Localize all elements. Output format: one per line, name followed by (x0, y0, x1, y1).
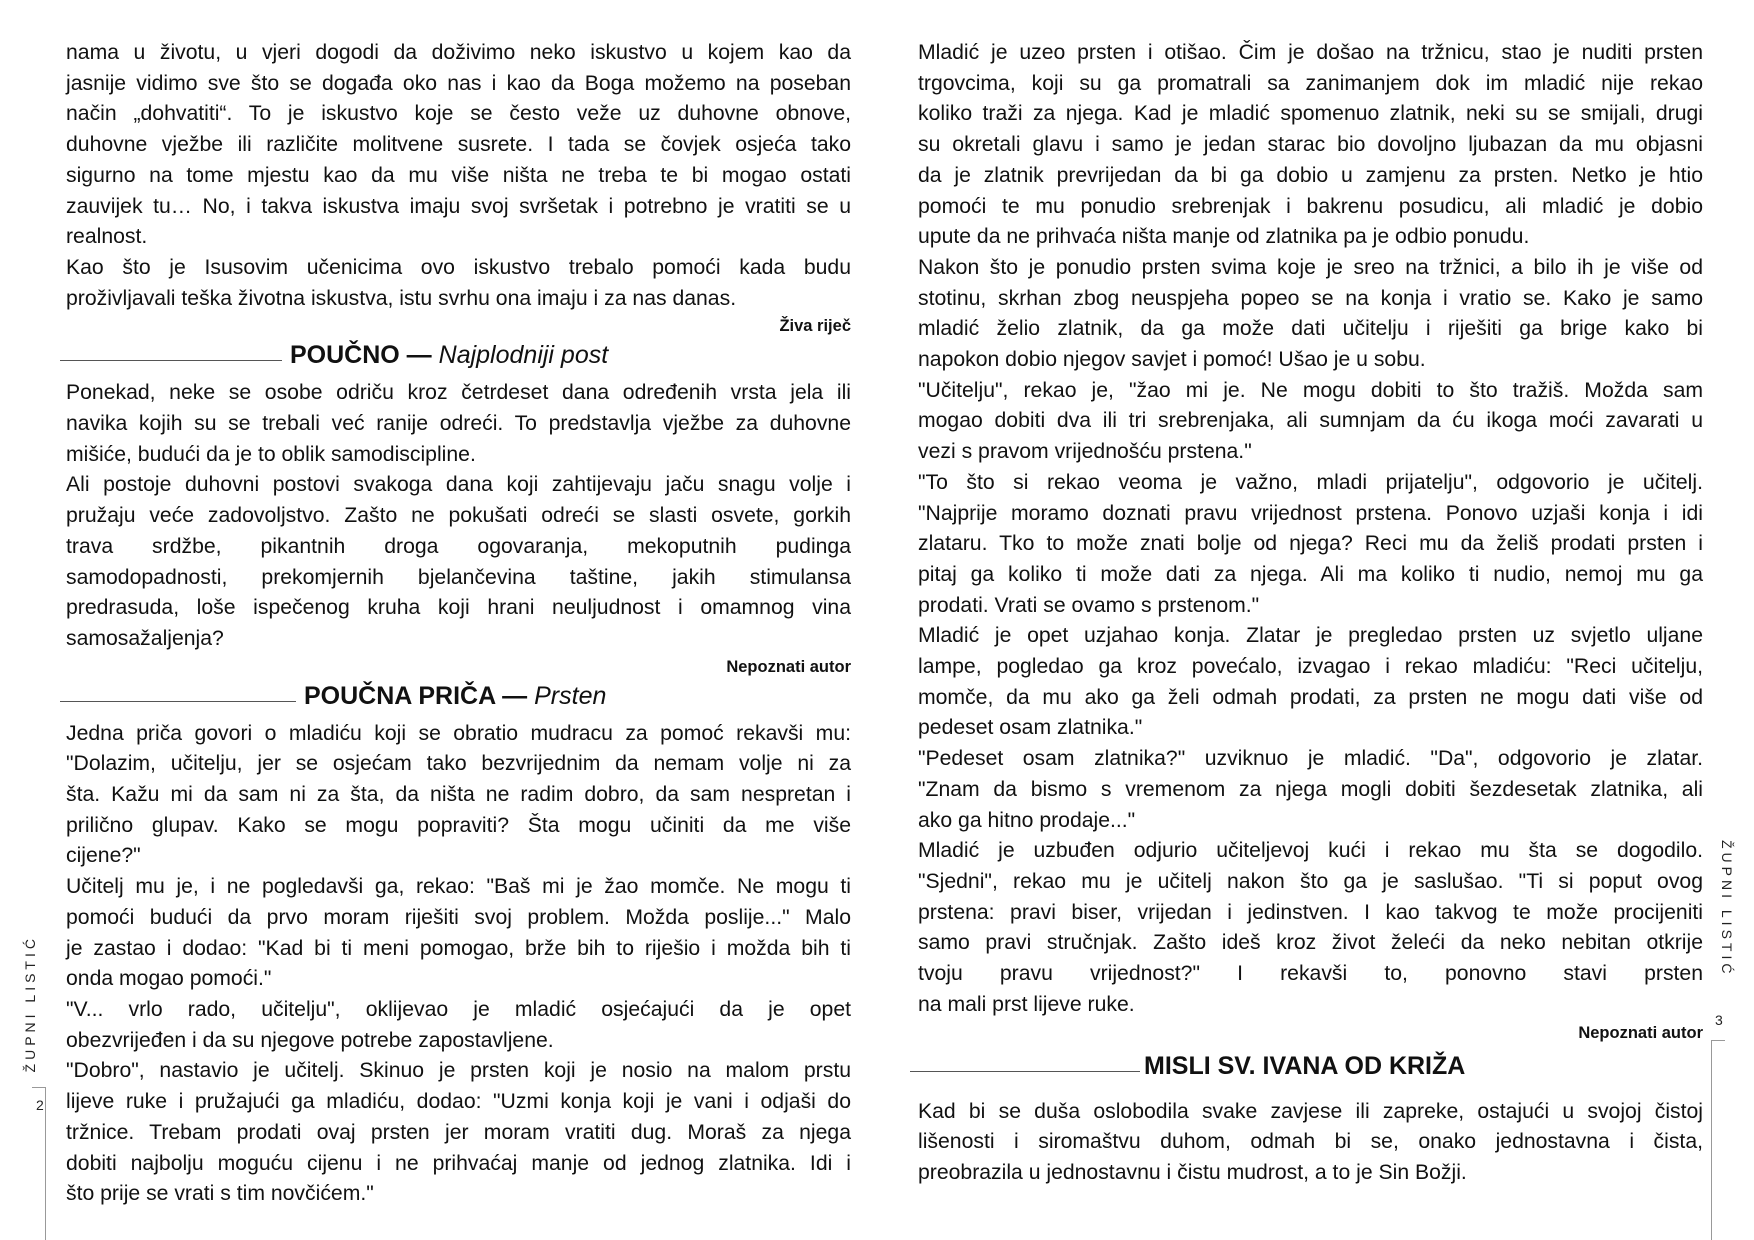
right-margin-line (1711, 1040, 1712, 1240)
text-line: što prije se vrati s tim novčićem." (66, 1182, 374, 1206)
text-line: Ali postoje duhovni postovi svakoga dana koji zahtijevaju jaču snagu volje i (66, 473, 851, 497)
intro-author: Živa riječ (779, 317, 851, 336)
text-line: ako ga hitno prodaje..." (918, 808, 1136, 832)
text-line: je zastao i dodao: "Kad bi ti meni pomogao, brže bih to riješio i možda bih ti (66, 936, 851, 960)
section3-paragraph (918, 1097, 1703, 1189)
text-line: Mladić je uzeo prsten i otišao. Čim je došao na tržnicu, stao je nuditi prsten (918, 41, 1703, 64)
text-line: "Dobro", nastavio je učitelj. Skinuo je prsten koji je nosio na malom prstu (66, 1059, 851, 1083)
text-line: Ponekad, neke se osobe odriču kroz četrdeset dana određenih vrsta jela ili (66, 381, 851, 405)
text-line: realnost. (66, 225, 148, 249)
section2-paragraph (66, 719, 851, 1210)
text-line: na mali prst lijeve ruke. (918, 992, 1135, 1016)
text-line: "Učitelju", rekao je, "žao mi je. Ne mogu dobiti to što tražiš. Možda sam (918, 378, 1703, 402)
heading-title-bold: POUČNO — (290, 341, 432, 370)
text-line: Mladić je opet uzjahao konja. Zlatar je pregledao prsten uz svjetlo uljane (918, 624, 1703, 648)
text-line: prstena: pravi biser, vrijedan i jedinstven. I kao takvog te može procijeniti (918, 900, 1703, 924)
left-margin-label: ŽUPNI LISTIĆ (22, 935, 38, 1073)
text-line: trava srdžbe, pikantnih droga ogovaranja, mekoputnih pudinga (66, 534, 851, 558)
text-line: pružaju veće zadovoljstvo. Zašto ne pokušati odreći se slasti osvete, gorkih (66, 504, 851, 528)
text-line: dobiti najbolju moguću cijenu i ne prihvaćaj manje od jednog zlatnika. Idi i (66, 1151, 851, 1175)
text-line: "Dolazim, učitelju, jer se osjećam tako bezvrijednim da nemam volje ni za (66, 752, 851, 776)
text-line: samosažaljenja? (66, 626, 224, 650)
right-column (918, 38, 1703, 1189)
heading-title (304, 682, 606, 711)
text-line: "Pedeset osam zlatnika?" uzviknuo je mladić. "Da", odgovorio je zlatar. (918, 747, 1703, 771)
text-line: Mladić je uzbuđen odjurio učiteljevoj kući i rekao mu šta se dogodilo. (918, 839, 1703, 863)
text-line: način „dohvatiti“. To je iskustvo koje se često veže uz duhovne obnove, (66, 102, 851, 126)
text-line: zauvijek tu… No, i takva iskustva imaju svoj svršetak i potrebno je vratiti se u (66, 194, 851, 218)
section1-author: Nepoznati autor (726, 657, 851, 676)
left-margin-tick (32, 1087, 46, 1088)
right-margin-label: ŽUPNI LISTIĆ (1719, 840, 1735, 978)
text-line: tvoju pravu vrijednost?" I rekavši to, ponovno stavi prsten (918, 962, 1703, 986)
heading-title-bold: POUČNA PRIČA — (304, 681, 528, 710)
text-line: "Znam da bismo s vremenom za njega mogli dobiti šezdesetak zlatnika, ali (918, 777, 1703, 801)
text-line: trgovcima, koji su ga promatrali sa zanimanjem dok im mladić nije rekao (918, 71, 1703, 95)
text-line: nama u životu, u vjeri dogodi da doživimo neko iskustvo u kojem kao da (66, 41, 851, 64)
text-line: pomoći budući da prvo moram riješiti svoj problem. Možda poslije..." Malo (66, 905, 851, 929)
text-line: da je zlatnik prevrijedan da bi ga dobio u zamjenu za prsten. Netko je htio (918, 163, 1703, 187)
text-line: obezvrijeđen i da su njegove potrebe zapostavljene. (66, 1028, 554, 1052)
text-line: samodopadnosti, prekomjernih bjelančevina taštine, jakih stimulansa (66, 565, 851, 589)
left-margin-line (45, 1087, 46, 1240)
story-continuation-paragraph (918, 38, 1703, 1021)
page-number-left: 2 (36, 1097, 44, 1113)
text-line: pedeset osam zlatnika." (918, 716, 1143, 740)
text-line: "V... vrlo rado, učitelju", oklijevao je mladić osjećajući da je opet (66, 997, 851, 1021)
section-heading-poucno (66, 340, 851, 376)
section-heading-poucna-prica (66, 681, 851, 717)
intro-paragraph (66, 38, 851, 314)
text-line: sigurno na tome mjestu kao da mu više ništa ne treba te bi mogao ostati (66, 163, 851, 187)
heading-title-italic: Prsten (534, 681, 607, 710)
text-line: pitaj ga koliko ti može dati za njega. Ali ma koliko ti nudio, nemoj mu ga (918, 562, 1703, 586)
text-line: šta. Kažu mi da sam ni za šta, da ništa ne radim dobro, da sam nespretan i (66, 783, 851, 807)
text-line: Jedna priča govori o mladiću koji se obratio mudracu za pomoć rekavši mu: (66, 721, 851, 745)
text-line: Kao što je Isusovim učenicima ovo iskustvo trebalo pomoći kada budu (66, 255, 851, 279)
heading-title-italic: Najplodniji post (438, 341, 609, 370)
text-line: preobrazila u jednostavnu i čistu mudrost, a to je Sin Božji. (918, 1160, 1467, 1184)
text-line: mladić želio zlatnik, da ga može dati učitelju i riješiti ga brige kako bi (918, 317, 1703, 341)
text-line: prilično glupav. Kako se mogu popraviti? Šta mogu učiniti da me više (66, 813, 851, 837)
text-line: zlataru. Tko to može znati bolje od njega? Reci mu da želiš prodati prsten i (918, 532, 1703, 556)
text-line: "Sjedni", rekao mu je učitelj nakon što ga je saslušao. "Ti si poput ovog (918, 869, 1703, 893)
heading-rule (910, 1071, 1140, 1072)
text-line: Kad bi se duša oslobodila svake zavjese ili zapreke, ostajući u svojoj čistoj (918, 1099, 1703, 1123)
heading-rule (60, 360, 282, 361)
text-line: koliko traži za njega. Kad je mladić spomenuo zlatnik, neki su se smijali, drugi (918, 102, 1703, 126)
text-line: lampe, pogledao ga kroz povećalo, izvagao i rekao mladiću: "Reci učitelju, (918, 655, 1703, 679)
heading-title (290, 341, 608, 370)
text-line: duhovne vježbe ili različite molitvene susrete. I tada se čovjek osjeća tako (66, 133, 851, 157)
left-column (66, 38, 851, 1210)
text-line: Učitelj mu je, i ne pogledavši ga, rekao: "Baš mi je žao momče. Ne mogu ti (66, 875, 851, 899)
text-line: vezi s pravom vrijednošću prstena." (918, 440, 1252, 464)
text-line: "To što si rekao veoma je važno, mladi prijatelju", odgovorio je učitelj. (918, 470, 1703, 494)
text-line: Nakon što je ponudio prsten svima koje je sreo na tržnici, a bilo ih je više od (918, 255, 1703, 279)
text-line: cijene?" (66, 844, 141, 868)
text-line: samo pravi stručnjak. Zašto ideš kroz život želeći da neko nebitan otkrije (918, 931, 1703, 955)
text-line: lišenosti i siromaštvu duhom, odmah bi se, onako jednostavna i čista, (918, 1130, 1703, 1154)
text-line: proživljavali teška životna iskustva, istu svrhu ona imaju i za nas danas. (66, 286, 737, 310)
text-line: "Najprije moramo doznati pravu vrijednost prstena. Ponovo uzjaši konja i idi (918, 501, 1703, 525)
text-line: navika kojih su se trebali već ranije odreći. To predstavlja vježbe za duhovne (66, 412, 851, 436)
heading-title (1144, 1052, 1465, 1081)
text-line: predrasuda, loše ispečenog kruha koji hrani neuljudnost i omamnog vina (66, 596, 851, 620)
text-line: mišiće, budući da je to oblik samodiscipline. (66, 442, 476, 466)
text-line: prodati. Vrati se ovamo s prstenom." (918, 593, 1260, 617)
right-margin-tick (1711, 1040, 1725, 1041)
text-line: tržnice. Trebam prodati ovaj prsten jer moram vratiti dug. Moraš za njega (66, 1120, 851, 1144)
text-line: pomoći te mu ponudio srebrenjak i bakrenu posudicu, ali mladić je dobio (918, 194, 1703, 218)
text-line: mogao dobiti dva ili tri srebrenjaka, ali sumnjam da ću ikoga moći zavarati u (918, 409, 1703, 433)
text-line: jasnije vidimo sve što se događa oko nas i kao da Boga možemo na poseban (66, 71, 851, 95)
text-line: stotinu, skrhan zbog neuspjeha popeo se na konja i vratio se. Kako je samo (918, 286, 1703, 310)
text-line: su okretali glavu i samo je jedan starac bio dovoljno ljubazan da mu objasni (918, 133, 1703, 157)
text-line: napokon dobio njegov savjet i pomoć! Ušao je u sobu. (918, 348, 1426, 372)
text-line: onda mogao pomoći." (66, 967, 272, 991)
story-author: Nepoznati autor (1578, 1023, 1703, 1042)
text-line: lijeve ruke i pružajući ga mladiću, dodao: "Uzmi konja koji je vani i odjaši do (66, 1090, 851, 1114)
text-line: momče, da mu ako ga želi odmah prodati, za prsten ne mogu dati više od (918, 685, 1703, 709)
section1-paragraph (66, 378, 851, 654)
page-number-right: 3 (1715, 1012, 1723, 1028)
heading-title-bold: MISLI SV. IVANA OD KRIŽA (1144, 1051, 1466, 1080)
heading-rule (60, 701, 296, 702)
text-line: upute da ne prihvaća ništa manje od zlatnika pa je odbio ponudu. (918, 225, 1530, 249)
section-heading-misli (918, 1051, 1703, 1087)
